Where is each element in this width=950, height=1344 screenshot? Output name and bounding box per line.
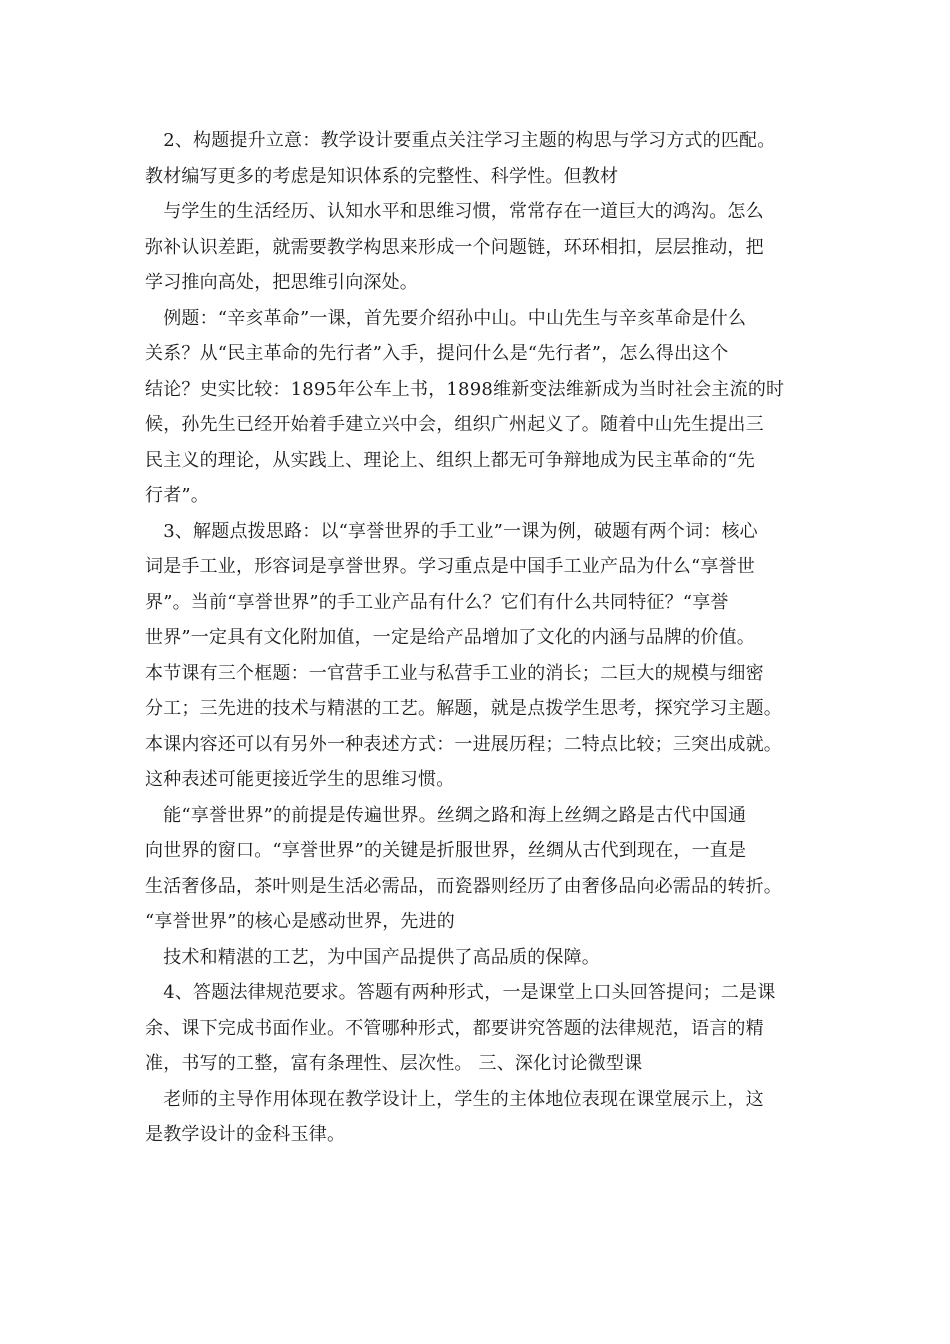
text-line: 教材编写更多的考虑是知识体系的完整性、科学性。但教材 — [145, 165, 619, 187]
text-line: 2、构题提升立意：教学设计要重点关注学习主题的构思与学习方式的匹配。 — [145, 130, 776, 151]
text-line: 本课内容还可以有另外一种表述方式：一进展历程；二特点比较；三突出成就。 — [145, 733, 782, 755]
text-line: 与学生的生活经历、认知水平和思维习惯，常常存在一道巨大的鸿沟。怎么 — [145, 201, 764, 222]
text-line: 是教学设计的金科玉律。 — [145, 1124, 346, 1145]
text-block — [145, 123, 815, 1153]
text-line: 本节课有三个框题：一官营手工业与私营手工业的消长；二巨大的规模与细密 — [145, 662, 764, 684]
text-line: 词是手工业，形容词是享誉世界。学习重点是中国手工业产品为什么“享誉世 — [145, 556, 755, 577]
text-line: 关系？从“民主革命的先行者”入手，提问什么是“先行者”，怎么得出这个 — [145, 343, 729, 364]
text-line: 学习推向高处，把思维引向深处。 — [145, 272, 418, 293]
text-line: 候，孙先生已经开始着手建立兴中会，组织广州起义了。随着中山先生提出三 — [145, 414, 764, 435]
text-line: 分工；三先进的技术与精湛的工艺。解题，就是点拨学生思考，探究学习主题。 — [145, 698, 782, 719]
text-line: 能“享誉世界”的前提是传遍世界。丝绸之路和海上丝绸之路是古代中国通 — [145, 804, 747, 826]
text-line: 生活奢侈品，茶叶则是生活必需品，而瓷器则经历了由奢侈品向必需品的转折。 — [145, 875, 782, 897]
text-line: 界”。当前“享誉世界”的手工业产品有什么？它们有什么共同特征？“享誉 — [145, 591, 729, 613]
text-line: “享誉世界”的核心是感动世界，先进的 — [145, 911, 456, 932]
text-line: 例题：“辛亥革命”一课，首先要介绍孙中山。中山先生与辛亥革命是什么 — [145, 307, 747, 329]
text-line: 余、课下完成书面作业。不管哪种形式，都要讲究答题的法律规范，语言的精 — [145, 1017, 764, 1039]
text-line: 弥补认识差距，就需要教学构思来形成一个问题链，环环相扣，层层推动，把 — [145, 236, 764, 258]
text-line: 老师的主导作用体现在教学设计上，学生的主体地位表现在课堂展示上，这 — [145, 1088, 764, 1110]
text-line: 3、解题点拨思路：以“享誉世界的手工业”一课为例，破题有两个词：核心 — [145, 520, 758, 542]
text-line: 向世界的窗口。“享誉世界”的关键是折服世界，丝绸从古代到现在，一直是 — [145, 840, 747, 861]
text-line: 4、答题法律规范要求。答题有两种形式，一是课堂上口头回答提问；二是课 — [145, 982, 776, 1003]
text-line: 准，书写的工整，富有条理性、层次性。 三、深化讨论微型课 — [145, 1053, 643, 1074]
text-line: 世界”一定具有文化附加值，一定是给产品增加了文化的内涵与品牌的价值。 — [145, 627, 755, 648]
text-line: 行者”。 — [145, 485, 210, 506]
text-line: 结论？史实比较：1895年公车上书，1898维新变法维新成为当时社会主流的时 — [145, 378, 785, 400]
text-line: 这种表述可能更接近学生的思维习惯。 — [145, 769, 455, 790]
text-line: 技术和精湛的工艺，为中国产品提供了高品质的保障。 — [145, 946, 600, 968]
text-line: 民主义的理论，从实践上、理论上、组织上都无可争辩地成为民主革命的“先 — [145, 449, 755, 471]
